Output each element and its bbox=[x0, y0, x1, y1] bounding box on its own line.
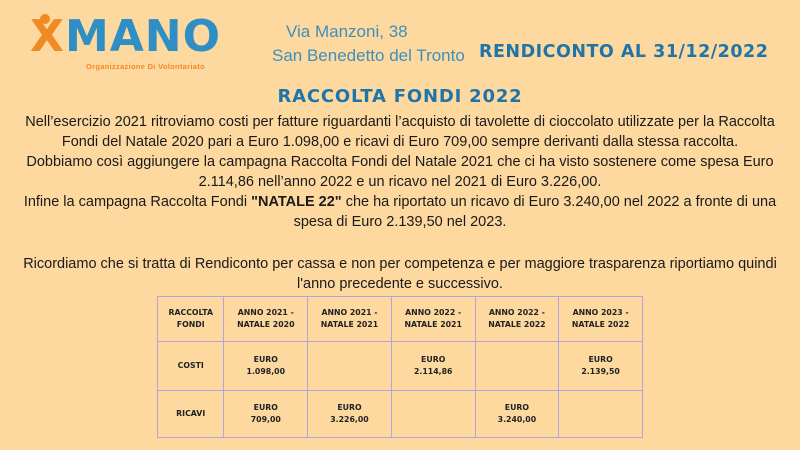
table-cell bbox=[224, 391, 308, 438]
cell-text: EURO bbox=[253, 403, 278, 412]
table-header-cell bbox=[475, 297, 559, 342]
address bbox=[272, 20, 465, 68]
paragraph-3: Infine la campagna Raccolta Fondi "NATALE 22" che ha riportato un ricavo di Euro 3.240,00 nel 2022 a fronte di una spesa di Euro 2.139,50 nel 2023. bbox=[23, 194, 777, 230]
table-header-cell bbox=[559, 297, 643, 342]
cell-text: 2.114,86 bbox=[413, 367, 453, 376]
table-header-cell bbox=[308, 297, 392, 342]
cell-text: 709,00 bbox=[250, 415, 281, 424]
cell-text: EURO bbox=[253, 355, 278, 364]
cell-text: 1.098,00 bbox=[246, 367, 286, 376]
body-text bbox=[6, 112, 794, 232]
cell-text: ANNO 2022 - bbox=[405, 308, 462, 317]
cell-text: EURO bbox=[421, 355, 446, 364]
table-row bbox=[158, 391, 643, 438]
cell-text: COSTI bbox=[177, 361, 204, 370]
table-cell bbox=[224, 342, 308, 391]
report-title: RENDICONTO AL 31/12/2022 bbox=[479, 42, 769, 62]
cell-text: EURO bbox=[588, 355, 613, 364]
cell-text: NATALE 2021 bbox=[320, 320, 379, 329]
cell-text: RICAVI bbox=[176, 409, 206, 418]
cell-text: EURO bbox=[337, 403, 362, 412]
cell-text: RACCOLTA bbox=[168, 308, 213, 317]
logo bbox=[30, 12, 230, 74]
table-cell bbox=[391, 391, 475, 438]
cell-text: ANNO 2022 - bbox=[488, 308, 545, 317]
table-cell bbox=[391, 342, 475, 391]
cell-text: NATALE 2020 bbox=[237, 320, 295, 329]
logo-tagline: Organizzazione Di Volontariato bbox=[86, 62, 205, 71]
table-cell bbox=[475, 391, 559, 438]
table-header-cell bbox=[224, 297, 308, 342]
row-label-cell bbox=[158, 391, 224, 438]
fundraising-table bbox=[157, 296, 643, 438]
table-cell bbox=[475, 342, 559, 391]
cell-text: 3.240,00 bbox=[497, 415, 537, 424]
cell-text: 2.139,50 bbox=[581, 367, 620, 376]
section-title: RACCOLTA FONDI 2022 bbox=[277, 86, 523, 107]
cell-text: NATALE 2022 bbox=[488, 320, 546, 329]
cell-text: NATALE 2021 bbox=[404, 320, 462, 329]
row-label-cell bbox=[158, 342, 224, 391]
campaign-name: "NATALE 22" bbox=[251, 194, 342, 210]
table-cell bbox=[559, 391, 643, 438]
cell-text: FONDI bbox=[176, 320, 205, 329]
cell-text: ANNO 2023 - bbox=[572, 308, 629, 317]
table-cell bbox=[308, 342, 392, 391]
cell-text: ANNO 2021 - bbox=[237, 308, 294, 317]
paragraph-1: Nell’esercizio 2021 ritroviamo costi per fatture riguardanti l’acquisto di tavolette di cioccolato utilizzate per la Raccolta Fondi del Natale 2020 pari a Euro 1.098,00 e ricavi di Euro 709,00 sempre derivanti dalla stessa raccolta. bbox=[25, 114, 775, 150]
table-header-row bbox=[158, 297, 643, 342]
address-line-2: San Benedetto del Tronto bbox=[272, 46, 465, 65]
table-row bbox=[158, 342, 643, 391]
paragraph-2: Dobbiamo così aggiungere la campagna Raccolta Fondi del Natale 2021 che ci ha visto sostenere come spesa Euro 2.114,86 nell’anno 2022 e un ricavo nel 2021 di Euro 3.226,00. bbox=[26, 154, 774, 190]
table-cell bbox=[308, 391, 392, 438]
cell-text: 3.226,00 bbox=[330, 415, 369, 424]
table-header-cell bbox=[391, 297, 475, 342]
cell-text: NATALE 2022 bbox=[571, 320, 630, 329]
cell-text: EURO bbox=[504, 403, 530, 412]
table-header-cell bbox=[158, 297, 224, 342]
table-cell bbox=[559, 342, 643, 391]
address-line-1: Via Manzoni, 38 bbox=[286, 22, 408, 41]
cell-text: ANNO 2021 - bbox=[321, 308, 378, 317]
logo-wordmark: XMANO bbox=[30, 11, 222, 62]
note-text: Ricordiamo che si tratta di Rendiconto per cassa e non per competenza e per maggiore trasparenza riportiamo quindi l'anno precedente e successivo. bbox=[23, 256, 777, 292]
